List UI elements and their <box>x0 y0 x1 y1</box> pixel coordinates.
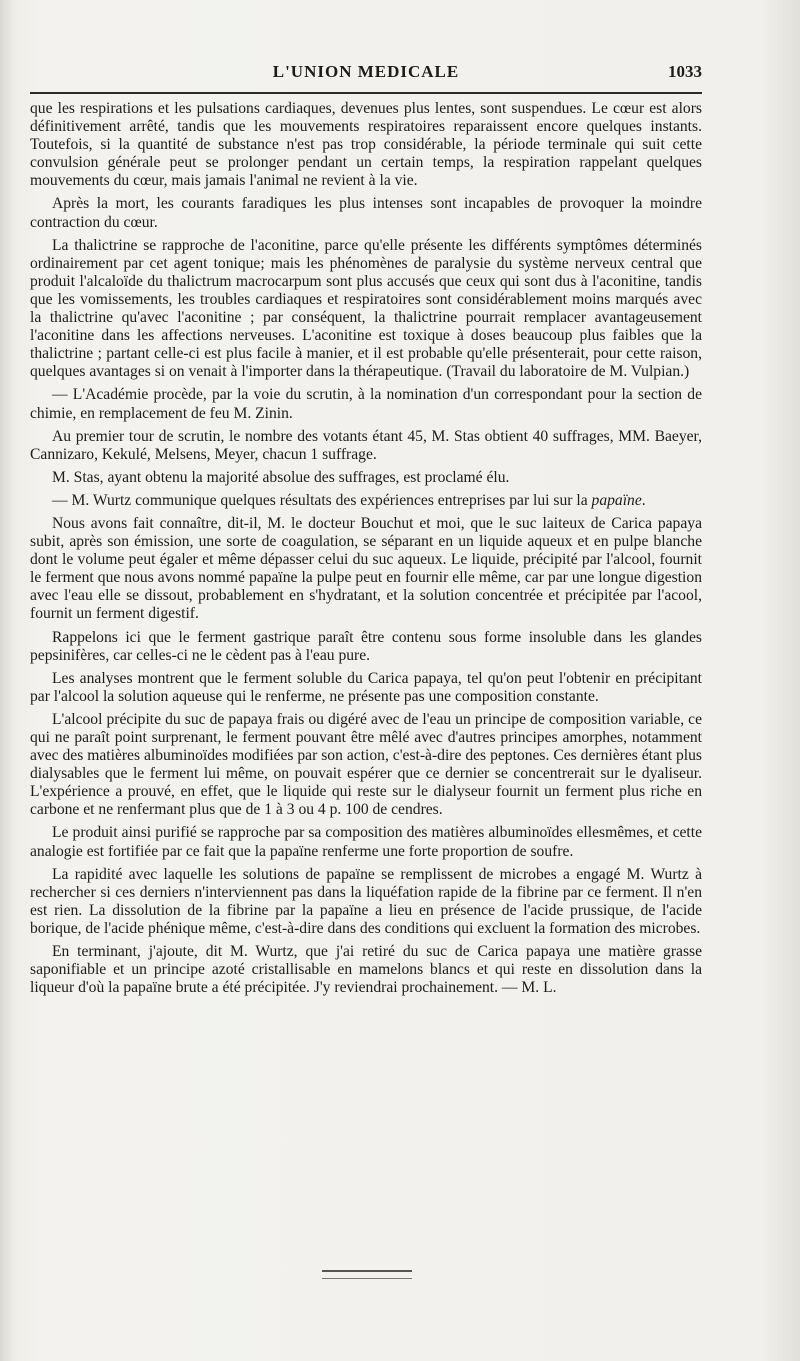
italic-term: papaïne <box>591 491 642 509</box>
paragraph <box>30 492 702 510</box>
page-header <box>30 56 702 94</box>
paragraph: Au premier tour de scrutin, le nombre des votants étant 45, M. Stas obtient 40 suffrages, MM. Baeyer, Cannizaro, Kekulé, Melsens, Meyer, chacun 1 suffrage. <box>30 427 702 463</box>
paragraph: En terminant, j'ajoute, dit M. Wurtz, que j'ai retiré du suc de Carica papaya une matière grasse saponifiable et un principe azoté cristallisable en mamelons blancs et qui reste en dissolution dans la liqueur d'où la papaïne brute a été précipitée. J'y reviendrai prochainement. — M. L. <box>30 943 702 997</box>
paragraph: Les analyses montrent que le ferment soluble du Carica papaya, tel qu'on peut l'obtenir en précipitant par l'alcool la solution aqueuse qui le renferme, ne présente pas une composition constante. <box>30 669 702 705</box>
paragraph: Le produit ainsi purifié se rapproche par sa composition des matières albuminoïdes ellesmêmes, et cette analogie est fortifiée par ce fait que la papaïne renferme une forte proportion de soufre. <box>30 824 702 860</box>
paragraph: L'alcool précipite du suc de papaya frais ou digéré avec de l'eau un principe de composition variable, ce qui ne paraît point surprenant, le ferment pouvant être mêlé avec d'autres principes amorphes, notamment avec des matières albuminoïdes modifiées par son action, c'est-à-dire des peptones. Ces dernières étant plus dialysables que le ferment lui même, on pouvait espérer que ce dernier se concentrerait sur le dyaliseur. L'expérience a prouvé, en effet, que le liquide qui reste sur le dialyseur fournit un ferment plus riche en carbone et ne renfermant plus que de 1 à 3 ou 4 p. 100 de cendres. <box>30 710 702 819</box>
paragraph: Nous avons fait connaître, dit-il, M. le docteur Bouchut et moi, que le suc laiteux de Carica papaya subit, après son émission, une sorte de coagulation, se séparant en un liquide aqueux et en pulpe blanche dont le volume peut égaler et même dépasser celui du suc aqueux. Le liquide, précipité par l'alcool, fournit le ferment que nous avons nommé papaïne la pulpe peut en fournir elle même, car par une longue digestion avec l'eau elle se dissout, probablement en s'hydratant, et la solution concentrée et précipitée par l'acool, fournit un ferment digestif. <box>30 514 702 623</box>
paragraph: Après la mort, les courants faradiques les plus intenses sont incapables de provoquer la moindre contraction du cœur. <box>30 195 702 231</box>
paragraph: — L'Académie procède, par la voie du scrutin, à la nomination d'un correspondant pour la section de chimie, en remplacement de feu M. Zinin. <box>30 386 702 422</box>
paragraph-end: . <box>641 491 646 509</box>
paragraph-text: — M. Wurtz communique quelques résultats des expériences entreprises par lui sur la <box>52 491 592 509</box>
footer-ornament <box>322 1270 412 1279</box>
body-text <box>30 100 702 1002</box>
paragraph: que les respirations et les pulsations cardiaques, devenues plus lentes, sont suspendues. Le cœur est alors définitivement arrêté, tandis que les mouvements respiratoires reparaissent encore quelques instants. Toutefois, si la quantité de substance n'est pas trop considérable, la période terminale qui suit cette convulsion générale peut se prolonger pendant un certain temps, la respiration rappelant quelques mouvements du cœur, mais jamais l'animal ne revient à la vie. <box>30 100 702 190</box>
page-number: 1033 <box>668 62 702 81</box>
running-title: L'UNION MEDICALE <box>272 62 460 81</box>
paragraph: La rapidité avec laquelle les solutions de papaïne se remplissent de microbes a engagé M. Wurtz à rechercher si ces derniers n'interviennent pas dans la liquéfation rapide de la fibrine par ce ferment. Il n'en est rien. La dissolution de la fibrine par la papaïne a lieu en présence de l'acide prussique, de l'acide borique, de l'acide phénique même, c'est-à-dire dans des conditions qui excluent la formation des microbes. <box>30 865 702 937</box>
paragraph: La thalictrine se rapproche de l'aconitine, parce qu'elle présente les différents symptômes déterminés ordinairement par cet agent tonique; mais les phénomènes de paralysie du système nerveux central que produit l'alcaloïde du thalictrum macrocarpum sont plus accusés que ceux qui sont dus à l'aconitine, tandis que les vomissements, les troubles cardiaques et respiratoires sont considérablement moins marqués avec la thalictrine qu'avec l'aconitine ; par conséquent, la thalictrine pourrait remplacer avantageusement l'aconitine dans les affections nerveuses. L'aconitine est toxique à doses beaucoup plus faibles que la thalictrine ; partant celle-ci est plus facile à manier, et il est probable qu'elle présenterait, pour cette raison, quelques avantages si on venait à l'importer dans la thérapeutique. (Travail du laboratoire de M. Vulpian.) <box>30 236 702 381</box>
paragraph: Rappelons ici que le ferment gastrique paraît être contenu sous forme insoluble dans les glandes pepsinifères, car celles-ci ne le cèdent pas à l'eau pure. <box>30 628 702 664</box>
paragraph: M. Stas, ayant obtenu la majorité absolue des suffrages, est proclamé élu. <box>52 468 510 486</box>
